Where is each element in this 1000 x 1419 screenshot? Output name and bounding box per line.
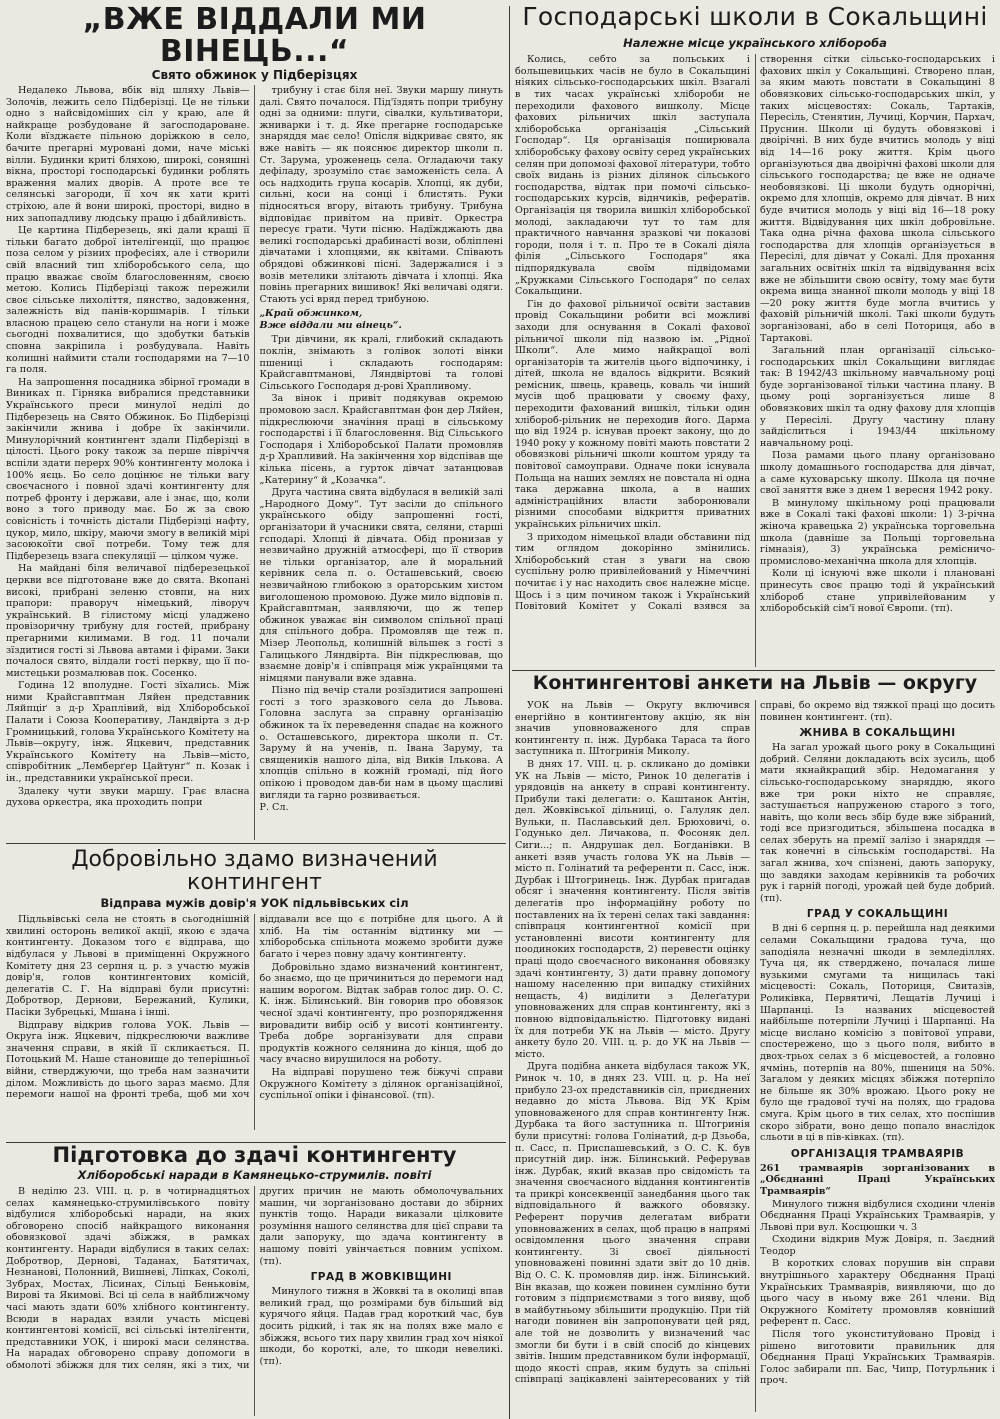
- paragraph: Поза рамами цього плану організовано школу домашнього господарства для дівчат, а саме куховарську школу. Школа ця почне свої заняття вже з днем 1 вересня 1942 року.: [760, 450, 995, 497]
- article-subtitle: Відправа мужів довір'я УОК підльвівських сіл: [100, 896, 409, 911]
- paragraph: Недалеко Львова, вбік від шляху Львів—Золочів, лежить село Підберізці. Це не тільки одно з найсвідоміших сіл у краю, але й найкраще розбудоване й загосподароване. Коли вїзджаєте пільною доріжкою в село, бачите прегарні муровані доми, наче міські вілли. Будинки криті бляхою, широкі, соняшні вікна, просторі господарські будинки роблять враження малих дворів. А проте все те селянські загороди, її хоч як хати криті стріхою, але й вони широкі, просторі, видно в них запопадливу людську працю і дбайливість.: [6, 85, 250, 224]
- paragraph: Підльвівські села не стоять в сьогоднішній хвилині осторонь великої акції, якою є здача контингенту. Доказом того є відправа, що відбулася у Львові в приміщенні Окружного Комітету дня 23 серпня ц. р. з участю мужів довір'я, голов контингентових комісій, делегатів С. Г. На відправі були присутні: Добротвор, Дернови, Бережаний, Кулики, Пасіки Зубрецькі, Мшана і інші.: [6, 914, 250, 1018]
- paragraph: Гін до фахової рільничої освіти заставив провід Сокальщини робити всі можливі заходи для оснування в Сокалі фахової рільничої школи під назвою ім. „Рідної Школи“. Але мимо найкращої волі організаторів та жителів цього відпочинку, і дітей, школа не вдалось відкрити. Всякий ремісник, швець, кравець, коваль чи інший мусів щоб працювати у своєму фаху, переходити фахований вишкіл, тільки один хлібороб-рільник не переходив його. Дарма що від 1924 р. існував проект закону, що до 1940 року у кожному повіті мають повстати 2 обовязкові рільничі школи коштом уряду та повітової самоуправи. Одначе поки існувала Польща на наших землях не повстала ні одна така державна школа, а в наших адміністраційних власти заборонювали різними способами відкриття приватних українських рільничих шкіл.: [515, 298, 750, 530]
- article-harvest-festival: [6, 4, 503, 840]
- paragraph: На загал урожай цього року в Сокальщині добрий. Селяни докладають всіх зусиль, щоб мати якнайкращий збір. Недомагання у сільсько-господарському знаряддю, якого вже три роки ніхто не справляє, застушається напруженою старого з того, навіть, що коли весь збір буде вже зібраний, тоді все призгодиться, збільшена посадка в селах зберуть на премії залізо і знаряддя — так конечні в сільськім господарстві. На загал жнива, хоч спізнені, дають запоруку, що завдяки заходам керівників та робочих рук і гарній погоді, урожай цей буде добрий. (тп).: [760, 742, 995, 904]
- article-contingent-preparation: [6, 1144, 503, 1416]
- poem-quote: „Край обжинком, Вже віддали ми вінець“.: [259, 308, 402, 331]
- article-body: [515, 54, 995, 667]
- paragraph: Відправу відкрив голова УОК. Львів — Округа інж. Яцкевич, підкреслюючи важливе значення справи, в якій її скликається. П. Потоцький М. Наше становище до теперішньої війни, стверджуючи, що треба нам зазначити ділом. Можливість до цього зараз маємо. Для перемоги нашої на фронті треба, щоб ми хоч віддавали все що є потрібне для цього. А й хліб. На тім останнім відтинку ми — хліборобська спільнота можемо зробити дуже багато і через повну здачу контингенту.: [6, 914, 503, 1101]
- section-heading: ГРАД В ЖОВКІВЩИНІ: [310, 1271, 452, 1284]
- paragraph: Після того уконституйовано Провід і рішено виготовити правильник для Обєднання Праці Українських Трамваярів. Голос забирали пп. Бас, Чипр, Потурльник і проч.: [760, 1329, 995, 1387]
- paragraph: В коротких словах порушив він справи внутрішнього характеру Обєднання Праці Українських Трамваярів, виявляючи, що до цього часу в ньому вже 261 члени. Від Окружного Комітету промовляв ковніший референт п. Сасс.: [760, 1258, 995, 1328]
- article-body: [6, 85, 503, 840]
- paragraph: Коли ці існуючі вже школи і плановані принесуть своє працю тоді й український хлібороб стане упривілейованим у хліборобській сім'ї нової Європи. (тп).: [760, 568, 995, 615]
- article-subtitle: Належне місце українського хлібороба: [623, 36, 887, 51]
- paragraph: За вінок і привіт подякував окремою промовою засл. Крайсгавптман фон дер Ляйен, підкреслюючи значіння праці в сільському господарстві і її благословення. Від Сільського Господаря і Хліборобської Палати промовляв д-р Храпливий. На закінчення хор відспівав ще кілька пісень, а гурток дівчат затанцював „Катерину“ й „Козачка“.: [259, 393, 503, 486]
- paragraph: На майдані біля величавої підберезецької церкви все підготоване вже до свята. Вкопані високі, прибрані зеленю стовпи, на них прапори: праворуч німецький, ліворуч український. В гілистому місці уладжено провізоричну трибуну для гостей, прибрану прегарними килимами. В год. 11 почали зїздитися гості зі Львова автами і фірами. Заки почалося свято, вілдали гості перкву, що її по-мистецьки розмалював пок. Сосенко.: [6, 563, 250, 679]
- section-rule: [512, 670, 995, 671]
- section-heading: ГРАД У СОКАЛЬЩИНІ: [806, 908, 949, 921]
- paragraph: Три дівчини, як кралі, глибокий складають поклін, знімають з голівок золоті вінки пшениці і складають господарям: Крайсгавптманові, Ляндвіртові та голові Сільського Господаря д-рові Храпливому.: [259, 334, 503, 392]
- paragraph: В днях 17. VIII. ц. р. скликано до домівки УК на Львів — місто, Ринок 10 делегатів і урядовців на анкету в справі контингенту. Прибули такі делегати: о. Каштанок Антін, дел. Жовківської дільниці, о. Галуляк дел. Вульки, п. Паславський дел. Брюховичі, о. Годунько дел. Личакова, п. Фосоняк дел. Сиги...; п. Андрушак дел. Богданівки. В анкеті взяв участь голова УК на Львів — місто п. Голінатий та референти п. Сасс, інж. Дурбак і Штогринець. Інж. Дурбак пригадав обсяг і значення контингенту. Після звітів делегатів про інформаційну роботу по поставлених на їх терені селах такі завдання: співпраця контингентної комісії при установленні висоти контингенту для поодиноких господарств, 2) перевести оцінку праці щодо своєчасного виконання обовязку здачі контингенту, 3) дати правну допомогу нашому населенню при випадку стихійних нещасть, 4) виділити з Делеґатури уповноважених для справ контингенту, які з повною відповідальністю. Підготовку видані їх для потреби УК на Львів — місто. Другу анкету було 20. VIII. ц. р. до УК на Львів — місто.: [515, 758, 750, 1060]
- article-agricultural-schools: [515, 4, 995, 667]
- paragraph: З приходом німецької влади обставини під тим оглядом докорінно змінились. Хліборобський стан з уваги на свою суспільну ролю привілейований у Німеччині почитає і у нас находить своє належне місце. Щось і з цим почином також і Український Повітовий Комітет у Сокалі взявся за створення сітки сільсько-господарських і фахових шкіл у Сокальщині. Створено план, за яким мають повстати в Сокальщині 8 обовязкових сільсько-господарських шкіл, у таких місцевостях: Сокаль, Тартаків, Пересіль, Стенятин, Лучиці, Корчин, Пархач, Пруснин. Школи ці будуть обовязкові і двоірічні. В них буде вчитись молодь у віці від 14—16 року життя. Крім цього організуються два двоірічні фахові школи для сільського господарства; це вже не одначе необовязкові. Ці школи будуть однорічні, окремо для хлопців, окремо для дівчат. В них буде вчитися молодь у віці від 16—18 року життя. Відвідування цих шкіл добровільне. Така одна річна фахова школа сільського господарства для хлопців організується в Пересілі, для дівчат у Сокалі. Для прохання загальних освітніх шкіл та відвідування всіх вже не збільшити свою освіту, тому має бути окрема вища знанної школи молодь у віці 18—20 року життя буде могла вчитись у фаховій рільничій школі. Такі школи будуть зорганізовані, або в селі Поториця, або в Тартакові.: [515, 54, 995, 613]
- paragraph: Загальний план організації сільсько-господарських шкіл Сокальщини виглядає так: В 1942/43 шкільному навчальному році буде зорганізованої тільки частина плану. В цьому році зорганізується лише 8 обовязкових шкіл та одну фахову для хлопців у Пересілі. Другу частину плану зайдіслиться і 1943/44 шкільному навчальному році.: [760, 345, 995, 449]
- section-heading: ОРГАНІЗАЦІЯ ТРАМВАЯРІВ: [790, 1147, 965, 1160]
- paragraph: трибуну і стає біля неї. Звуки маршу линуть далі. Свято почалося. Під'їздять попри трибуну одні за одними: плуги, сівалки, культиватори, жниварки і т. д. Яке прегарне господарське знаряддя має село! Опісля відкриває свято, як вже навіть — як пояснює директор школи п. Ст. Зарума, уроженець села. Огладаючи таку дефіладу, зрозуміло стає заможеність села. А ось надходить група косарів. Хлопці, як дуби, сильні, коси на сонці і блистять. Руки підносяться вгору, вітають трибуну. Трибуна відповідає привітом на привіт. Оркестра пересує грати. Чути пісню. Надїжджають два великі господарські драбинасті вози, обліплені дівчатами і хлопцями, як квітами. Співають обрядові обжинкові пісні. Задержалися і з возів метелики злітають дівчата і хлопці. Яка повінь прегарних вишивок! Які величаві одяги. Стають усі вряд перед трибуною.: [259, 85, 503, 305]
- paragraph: На запрошення посадника збірної громади в Виниках п. Гірняка вибралися представники Українського преси минулої неділі до Підберезець на Свято Обжинок. Бо Підберізці закінчили жнива і добре їх закінчили. Минулорічний контингент здали Підберізці в цілості. Цього року також за перше півріччя вспіли здати перерх 90% контингенту молока і 100% яєць. Бо село доцінює не тільки вагу своєчасного і повної здачі контингенту для потреб фронту і держави, але і знає, що, коли воно з того приводу має. Бо ж за свою совісність і точність дістали Підберізці нафту, цукор, мило, шкіру, маючи змогу в великій мірі засоюкоїти свої потреби. Тому теж для Підберезець взага спекуляції — цілком чуже.: [6, 376, 250, 562]
- article-title: Контингентові анкети на Львів — округу: [532, 674, 978, 694]
- article-title: Добровільно здамо визначений контингент: [71, 848, 438, 896]
- paragraph: Здалеку чути звуки маршу. Грає власна духова оркестра, яка проходить попри: [6, 785, 250, 809]
- paragraph: Добровільно здамо визначений контингент, бо знаємо, що це причиниться до перемоги над нашим ворогом. Відтак забрав голос дир. О. С. К. інж. Білинський. Він говорив про обовязок чесної здачі контингенту, про розпорядження вировадити вибір осіб у висоті контингенту. Треба добре зорганізувати для справи продуктів кожного селянина до кінця, щоб до часу вчасно вирушилося на роботу.: [259, 961, 503, 1066]
- article-contingent-surveys: [515, 674, 995, 1416]
- paragraph: Година 12 вполудне. Гості зїхались. Між ними Крайсгавптман Ляйен представник Ляйпціґ з д-р Храплівий, від Хліборобської Палати і Союза Кооперативу, Ландвірта з д-р Громницький, голова Українського Комітету на Львів—округу, інж. Яцкевич, представник Українського Комітету на Львів—місто, співробітник „Лемберґер Цайтунґ“ п. Козак і ін., представники української преси.: [6, 680, 250, 785]
- author-signature: Р. Сл.: [259, 802, 289, 814]
- section-rule: [6, 843, 506, 844]
- article-subtitle: Хліборобські наради в Камянецько-струмилів. повіті: [77, 1168, 432, 1183]
- article-body: [6, 914, 503, 1130]
- paragraph: Минулого тижня відбулися сходини членів Обєднання Праці Українських Трамваярів, у Львові при вул. Косцюшки ч. 3: [760, 1198, 995, 1233]
- paragraph: В неділю 23. VIII. ц. р. в чотирнадцятьох селах камянецько-струмилівського повіту відбулися хліборобські наради, на яких обговорено спосіб найкращого виконання обовязкової здачі збіжжя, в рамках контингенту. Наради відбулися в таких селах: Добротвор, Дернові, Таданах, Батятичах, Незнанові, Полонний, Вишневі, Ліпках, Соколі, Зубрах, Мостах, Лісинах, Сільці Беньковім, Вирові та Якимові. Всі ці села в найближчому часі мають здати 60% хлібного контингенту. Всюди в нарадах взяли участь місцеві контингентові комісії, всі сільські інтелігенти, представники УОК, і широкі маси селянства. На нарадах обговорено справу допомоги в обмолоті збіжжя для тих селян, які з тих, чи других причин не мають обмолочувальних машин, чи зорганізовано достави до збірних пунктів тощо. Наради виказали цілковите розуміння нашого селянства для цієї справи та дали запоруку, що здача контингенту в нашому повіті увінчається повним успіхом. (тп).: [6, 1186, 503, 1371]
- section-rule: [6, 1142, 506, 1143]
- article-title: „ВЖЕ ВІДДАЛИ МИ ВІНЕЦЬ...“: [82, 4, 427, 69]
- article-body: [515, 700, 995, 1412]
- article-body: [6, 1186, 503, 1416]
- article-title: Господарські школи в Сокальщині: [522, 4, 988, 31]
- paragraph: Пізно під вечір стали розїздитися запрошені гості з того зразкового села до Львова. Головна заслуга за справну організацію обжинок та їх переведення спадає на кожного о. Осташевського, директора школи п. Ст. Заруму й на ученів, п. Івана Заруму, та священиків нашого діла, від Виків Ількова. А хлопців спільно в кожній громаді, під його опікою і проводом дав-би нам в цьому щасливі вигляди та гарно розвивається.: [259, 685, 503, 801]
- article-voluntary-contingent: [6, 848, 503, 1140]
- paragraph: УОК на Львів — Округу включився енергійно в контингентову акцію, як він значив уповноваженого для справ контингенту п. інж. Дурбака Тараса та його заступника п. Штогринія Миколу.: [515, 699, 750, 758]
- column-rule: [509, 6, 510, 1419]
- article-title: Підготовка до здачі контингенту: [52, 1144, 457, 1167]
- paragraph: Колись, себто за польських і большевицьких часів не було в Сокальщині ніяких сільсько-господарських шкіл. Взагалі в тих часах українські хлібороби не переходили фахового вишколу. Місце фахових рільничих шкіл заступала хліборобська організація „Сільський Господар“. Ця організація поширювала хліборобську фахову освіту серед українських селян при допомозі фахової літератури, тобто своїх видань із різних ділянок сільського господарства, відтак при помочі сільсько-господарських курсів, віднчиків, рефератів. Організація ця творила вишкіл хліборобської молоді, закладаючи тут то там для практичного навчання зразкові чи показові городи, поля і т. п. Про те в Сокалі діяла філія „Сільського Господаря“ яка підпорядкувала своїм підвідомами „Кружками Сільського Господаря“ по селах Сокальщини.: [515, 54, 750, 298]
- paragraph: В минулому шкільному році працювали вже в Сокалі такі фахові школи: 1) 3-річна жіноча кравецька 2) українська торговельна школа (давніше за Польщі торговельна гімназія), 3) українська ремісничо-промислово-механічна школа для хлопців.: [760, 497, 995, 567]
- article-subtitle: Свято обжинок у Підберізцях: [151, 68, 358, 82]
- section-subheading: 261 трамваярів зорганізованих в „Обєднанні Праці Українських Трамваярів“: [760, 1162, 995, 1197]
- paragraph: Сходини відкрив Муж Довіря, п. Заєдний Теодор: [760, 1234, 995, 1257]
- paragraph: На відправі порушено теж біжучі справи Окружного Комітету з ділянок організаційної, суспільної опіки і фінансової. (тп).: [259, 1066, 503, 1102]
- paragraph: В дні 6 серпня ц. р. перейшла над деякими селами Сокальщини градова туча, що заподіяла незначні шкоди в земледіллях. Туча ця, як стверджено, почалася лише вузькими смугами та нищилась такі місцевості: Сокаль, Поториця, Свитазів, Роликівка, Первятичі, Лещатів Лучиці і Шарпанці. Із названих місцевостей найбільше потерпіли Лучиці і Шарпанці. На місце вислано комісію з повітової управи, спостережено, що з цього поля, вибито в двох-трьох селах з 6 місцевостей, а головно ячмінь, потерпів на 80%, пшениця на 50%. Загалом у деяких місцях збіжжя потерпіло не більше як 30% врожаю. Цього року не було ще градової тучі на полях, що градова смуга. Крім цього в тих селах, хто поспішив скоро зібрати, воно дещо попало внаслідок сльоти в ці в пів-ківках. (тп).: [760, 923, 995, 1144]
- paragraph: Це картина Підберезець, які дали кращі її тільки багато доброї інтелігенції, що працює поза селом у різних професіях, але і створили свій власний тип хліборобського села, що працю вважає своїм благословенням, своєю метою. Колись Підберізці також пережили своє сільське лихоліття, пянство, задовження, залежність від панів-коршмарів. І тільки власною працею село станули на ноги і може сьогодні похвалитися, що здобутки батьків сповна закріпила і розбудувала. Навіть колишні наймити стали господарями на 7—10 га поля.: [6, 225, 250, 376]
- paragraph: Минулого тижня в Жовкві та в околиці впав великий град, що розмірами був більший від курячого яйця. Падав град короткий час, був досить рідкий, і так як на полях вже мало є збіжжя, всього тих пару хвилин град хоч ніякої шкоди, бо короткі, але, то шкоди невеликі. (тп).: [259, 1286, 503, 1367]
- section-heading: ЖНИВА В СОКАЛЬЩИНІ: [799, 727, 956, 740]
- paragraph: Друга частина свята відбулася в великій залі „Народного Дому“. Тут засіли до спільного українського обіду запрошенні гості, організатори й учасники свята, селяни, старші гсподарі. Хлопці й дівчата. Обід пронизав у незвичайно дружній атмосфері, що її створив не тільки організатор, але й моральний керівник села п. о. Осташевський, своєю незвичайною глибокою з ораторським хистом виголошеною промовою. Дуже мило відповів п. Крайсгавптман, заявляючи, що ж тепер обжинок уважає він символом спільної праці для спільного добра. Промовляв ще теж п. Мізер Леопольд, колишній вільшек з гості з Галицького Ляндвірта. Він підкреслював, що взаємне довір'я і співпраця між українцями та німцями панували вже здавна.: [259, 487, 503, 684]
- paragraph: Друга подібна анкета відбулася також УК, Ринок ч. 10, в днях 23. VIII. ц. р. На неї прибуло 23-ох представників сіл, приєднених недавно до міста Львова. Від УК Крім уповноваженого для справ контингенту Інж. Дурбака та його заступника п. Штогринія були присутні: голова Голінатий, д-р Дзьоба, п. Сасс, п. Приспашевський, з О. С. К. був присутній дир. інж. Білинський. Реферував інж. Дурбак, який вказав про свідомість та значення своєчасного віддання контингентів та прикрі консеквенції занедбання цього так відповідального й важкого обовязку. Референт поручив делегатам вибрати уповноважених в селах, щоб працю в напрямі освідомлення цього значення справи контингенту. Зі своєї діяльності уповноважені повинні здати звіт до 10 днів. Від О. С. К. промовляв дир. інж. Білинський. Він вказав, що кожен повинен сумлінно бути готовим з підприємствами з того вияву, щоб в майбутньому збільшити продукцію. При тій нагоди повинен він запропонувати цей ряд, але той не дозволить у визначений час змогли би бути і в свій спосіб до кінцевих звітів. Іншим представником були інформації, щодо якості справ, яким будуть за спільні співпраці зацікавлені заінтересованих у тій справі, бо окремо від тяжкої праці що досить повинен контингент. (тп).: [515, 699, 995, 1386]
